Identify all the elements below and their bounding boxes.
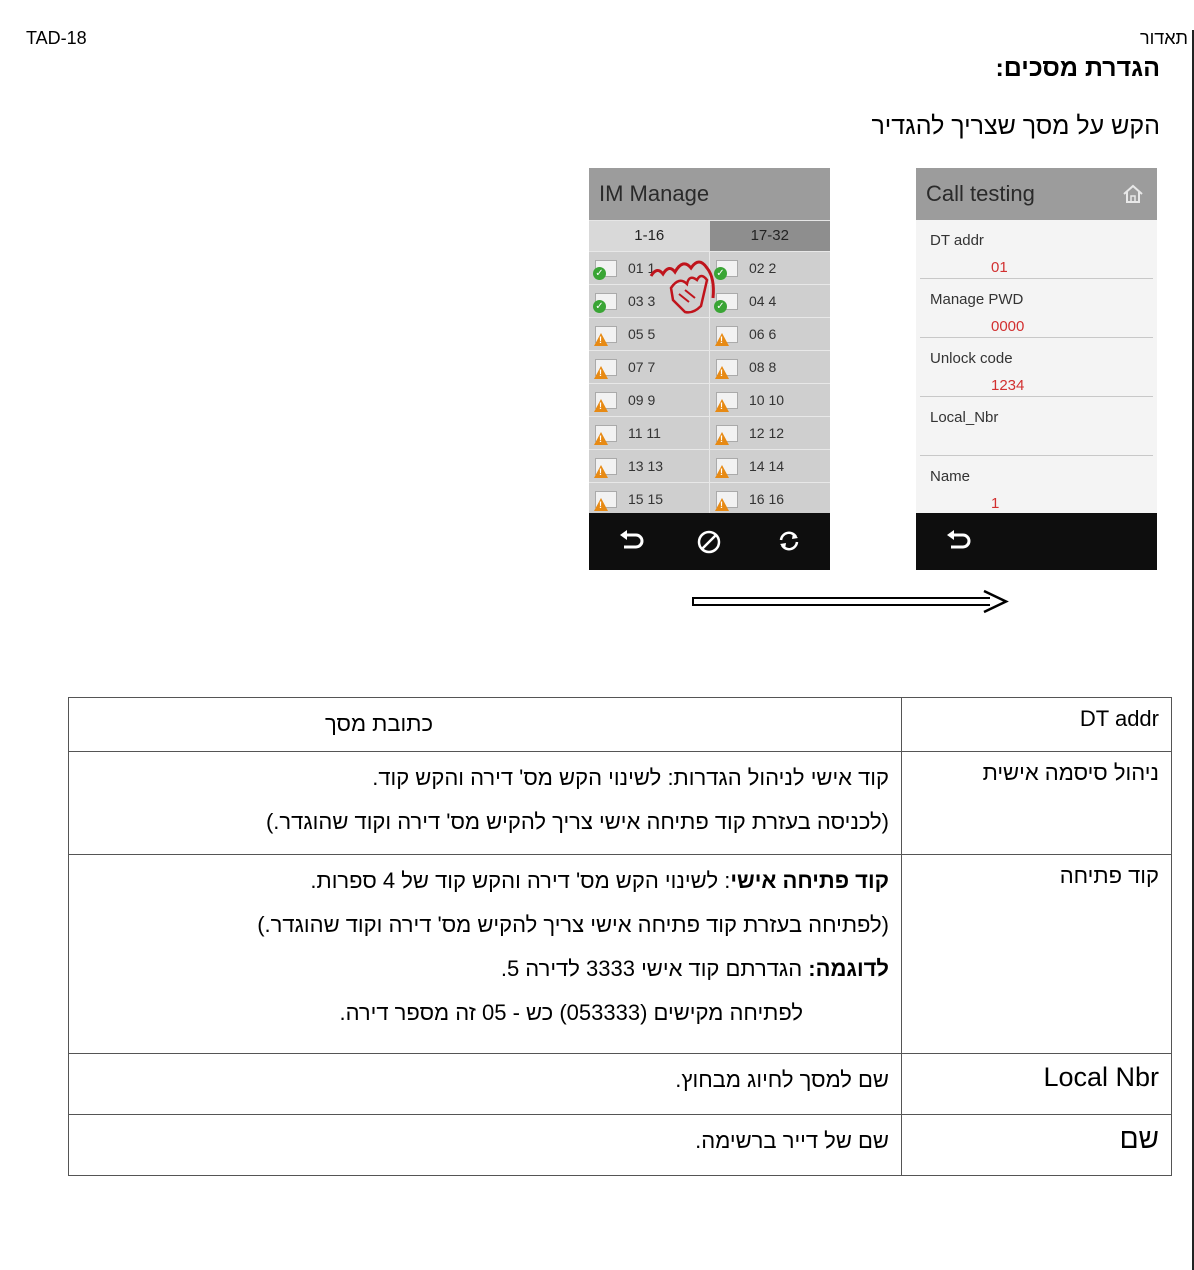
- monitor-label: 09 9: [628, 392, 656, 408]
- table-row: [69, 855, 1172, 1054]
- warning-icon: !: [715, 498, 729, 511]
- monitor-item[interactable]: [709, 384, 830, 416]
- monitor-icon: [716, 326, 738, 343]
- check-icon: ✓: [714, 300, 727, 313]
- monitor-label: 12 12: [749, 425, 785, 441]
- tab-17-32[interactable]: 17-32: [710, 221, 831, 251]
- monitor-icon: [716, 392, 738, 409]
- monitor-label: 11 11: [628, 425, 661, 441]
- call-testing-fields: [916, 220, 1157, 513]
- monitor-row: [589, 482, 830, 515]
- warning-icon: !: [594, 366, 608, 379]
- instruction-text: הקש על מסך שצריך להגדיר: [871, 112, 1160, 140]
- monitor-label: 04 4: [749, 293, 777, 309]
- desc-cell: שם למסך לחיוג מבחוץ.: [69, 1054, 902, 1115]
- warning-icon: !: [594, 432, 608, 445]
- warning-icon: !: [594, 465, 608, 478]
- monitor-label: 01 1: [628, 260, 656, 276]
- term-cell: ניהול סיסמה אישית: [902, 752, 1172, 855]
- check-icon: ✓: [593, 267, 606, 280]
- desc-cell: שם של דייר ברשימה.: [69, 1115, 902, 1176]
- call-testing-title: [916, 168, 1157, 220]
- settings-table: [68, 697, 1172, 1176]
- warning-icon: !: [715, 432, 729, 445]
- call-testing-toolbar: [916, 513, 1157, 570]
- warning-icon: !: [594, 399, 608, 412]
- monitor-row: [589, 449, 830, 482]
- desc-cell: כתובת מסך: [69, 698, 902, 752]
- monitor-label: 03 3: [628, 293, 656, 309]
- warning-icon: !: [715, 399, 729, 412]
- warning-icon: !: [715, 465, 729, 478]
- term-cell: קוד פתיחה: [902, 855, 1172, 1054]
- desc-text: הגדרתם קוד אישי 3333 לדירה 5.: [500, 956, 809, 981]
- term-cell: שם: [902, 1115, 1172, 1176]
- flow-arrow: [690, 589, 1010, 615]
- back-icon[interactable]: [945, 529, 971, 553]
- check-icon: ✓: [714, 267, 727, 280]
- field-value: 01: [991, 259, 1008, 276]
- cancel-icon[interactable]: [696, 529, 722, 555]
- monitor-label: 05 5: [628, 326, 656, 342]
- im-manage-toolbar: [589, 513, 830, 570]
- monitor-row: [589, 383, 830, 416]
- monitor-icon: [716, 491, 738, 508]
- tab-1-16[interactable]: 1-16: [589, 221, 710, 251]
- bold-label: קוד פתיחה אישי: [730, 868, 889, 893]
- desc-text: : לשינוי הקש מס' דירה והקש קוד של 4 ספרות.: [310, 868, 731, 893]
- im-manage-title: IM Manage: [589, 168, 830, 220]
- warning-icon: !: [594, 333, 608, 346]
- table-row: [69, 698, 1172, 752]
- call-testing-title-text: Call testing: [926, 181, 1035, 206]
- desc-line: (לכניסה בעזרת קוד פתיחה אישי צריך להקיש מס' דירה וקוד שהוגדר.): [265, 809, 889, 834]
- monitor-label: 06 6: [749, 326, 777, 342]
- im-manage-screen: [589, 168, 830, 570]
- monitor-icon: [716, 359, 738, 376]
- monitor-item[interactable]: [709, 417, 830, 449]
- monitor-row: [589, 350, 830, 383]
- monitor-label: 14 14: [749, 458, 785, 474]
- desc-line: קוד אישי לניהול הגדרות: לשינוי הקש מס' דירה והקש קוד.: [372, 765, 889, 790]
- monitor-label: 07 7: [628, 359, 656, 375]
- desc-cell: [69, 752, 902, 855]
- monitor-icon: [595, 293, 617, 310]
- monitor-icon: [595, 491, 617, 508]
- monitor-label: 15 15: [628, 491, 664, 507]
- monitor-item[interactable]: [709, 351, 830, 383]
- field-row[interactable]: [920, 456, 1153, 515]
- monitor-label: 13 13: [628, 458, 664, 474]
- monitor-icon: [595, 359, 617, 376]
- monitor-icon: [595, 458, 617, 475]
- monitor-label: 10 10: [749, 392, 785, 408]
- field-row[interactable]: [920, 397, 1153, 456]
- warning-icon: !: [594, 498, 608, 511]
- field-label: Manage PWD: [930, 291, 1024, 308]
- brand-name: תאדור: [1139, 28, 1188, 48]
- monitor-icon: [595, 326, 617, 343]
- doc-id: TAD-18: [26, 28, 87, 48]
- table-row: [69, 1115, 1172, 1176]
- desc-line: [77, 859, 889, 903]
- call-testing-screen: [916, 168, 1157, 570]
- warning-icon: !: [715, 366, 729, 379]
- monitor-item[interactable]: [709, 450, 830, 482]
- back-icon[interactable]: [618, 529, 644, 553]
- field-label: Name: [930, 468, 971, 485]
- home-icon[interactable]: [1122, 184, 1144, 204]
- field-value: 0000: [991, 318, 1025, 335]
- monitor-label: 02 2: [749, 260, 777, 276]
- desc-line: לפתיחה מקישים (053333) כש - 05 זה מספר דירה.: [339, 1000, 803, 1025]
- field-label: Unlock code: [930, 350, 1013, 367]
- section-title: הגדרת מסכים:: [995, 54, 1160, 82]
- monitor-icon: [595, 260, 617, 277]
- term-cell: Local Nbr: [902, 1054, 1172, 1115]
- monitor-icon: [595, 425, 617, 442]
- monitor-icon: [716, 425, 738, 442]
- table-row: [69, 1054, 1172, 1115]
- monitor-item[interactable]: [589, 483, 709, 515]
- monitor-row: [589, 416, 830, 449]
- monitor-item[interactable]: [589, 417, 709, 449]
- monitor-item[interactable]: [589, 450, 709, 482]
- warning-icon: !: [715, 333, 729, 346]
- monitor-item[interactable]: [709, 483, 830, 515]
- field-label: Local_Nbr: [930, 409, 999, 426]
- field-row[interactable]: [920, 220, 1153, 279]
- refresh-icon[interactable]: [777, 529, 801, 553]
- desc-line: (לפתיחה בעזרת קוד פתיחה אישי צריך להקיש מס' דירה וקוד שהוגדר.): [257, 912, 889, 937]
- monitor-icon: [595, 392, 617, 409]
- hand-pointer-icon: [649, 254, 729, 324]
- field-value: 1: [991, 495, 1000, 512]
- desc-cell: [69, 855, 902, 1054]
- monitor-label: 08 8: [749, 359, 777, 375]
- bold-label: לדוגמה:: [808, 956, 889, 981]
- field-row[interactable]: [920, 338, 1153, 397]
- term-cell: DT addr: [902, 698, 1172, 752]
- monitor-item[interactable]: [589, 384, 709, 416]
- monitor-label: 16 16: [749, 491, 785, 507]
- field-label: DT addr: [930, 232, 984, 249]
- monitor-item[interactable]: [589, 351, 709, 383]
- table-row: [69, 752, 1172, 855]
- desc-line: [77, 947, 889, 991]
- field-value: 1234: [991, 377, 1025, 394]
- monitor-icon: [716, 458, 738, 475]
- check-icon: ✓: [593, 300, 606, 313]
- field-row[interactable]: [920, 279, 1153, 338]
